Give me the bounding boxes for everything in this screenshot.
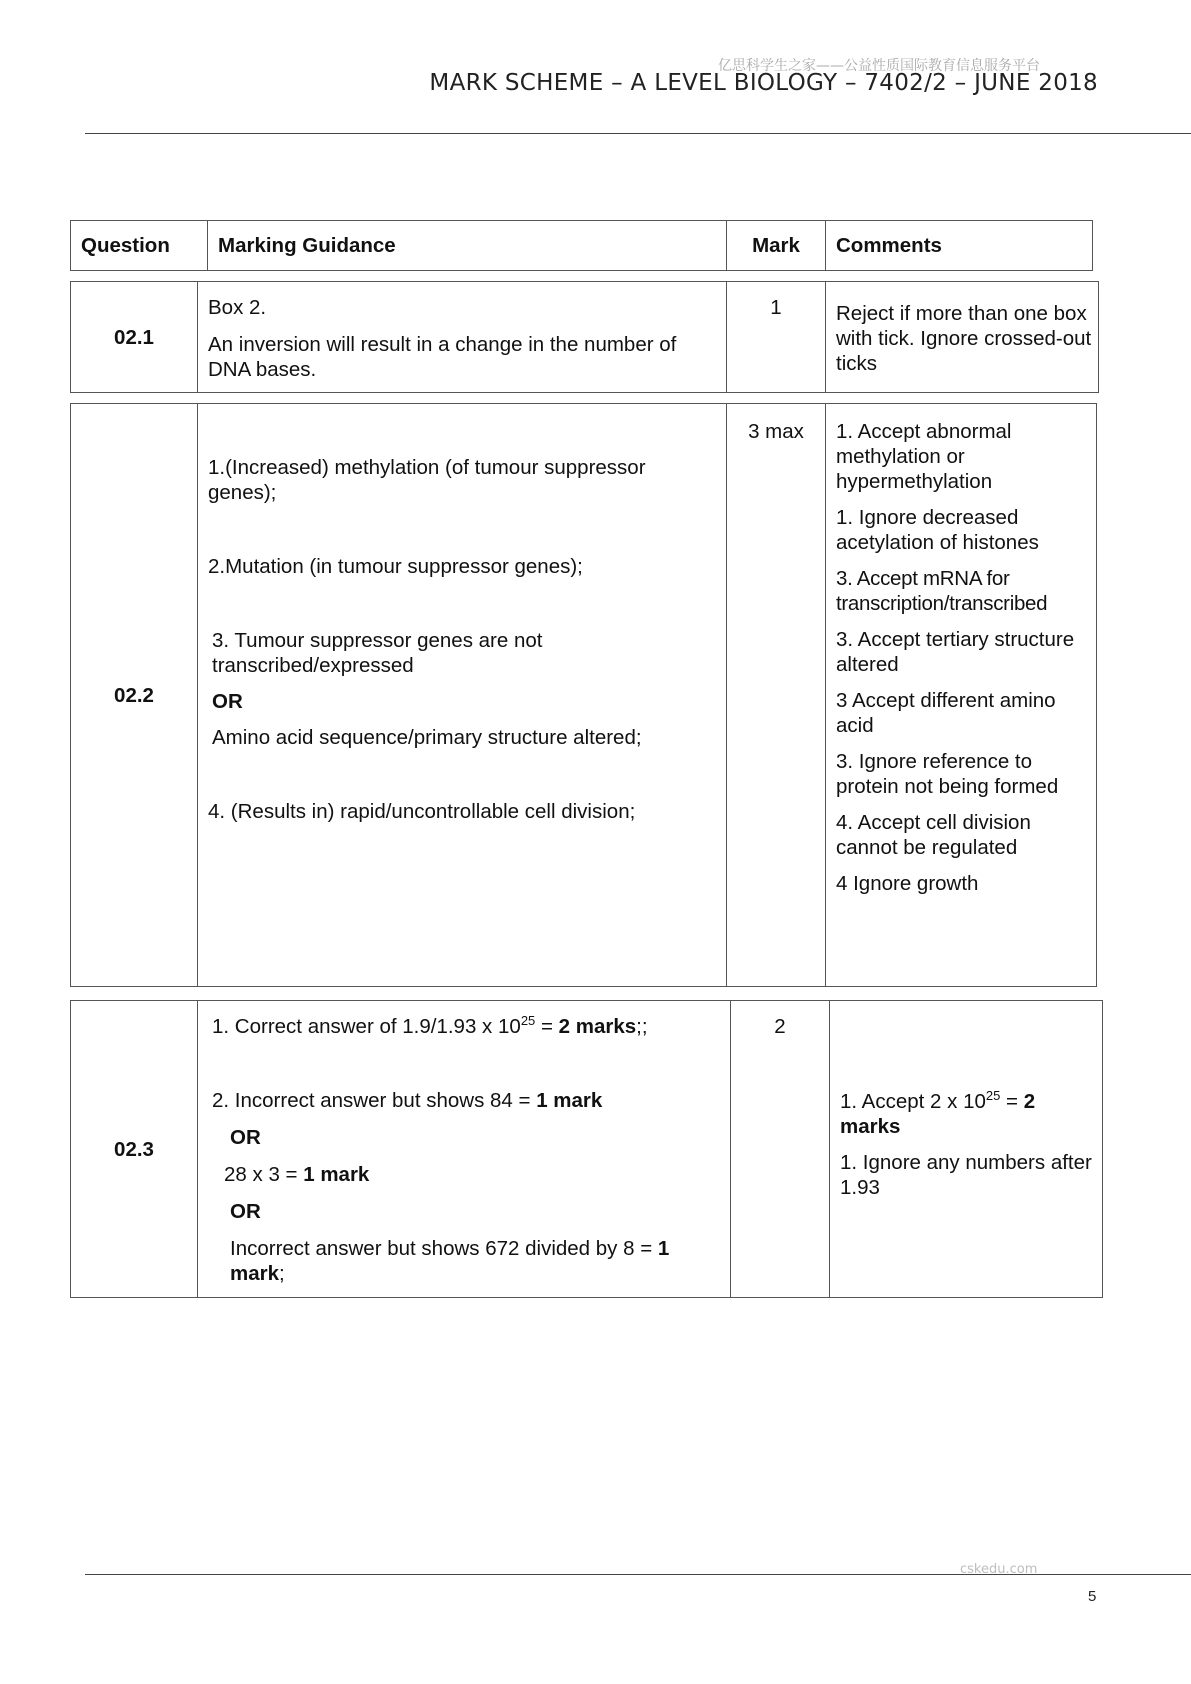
header-question: Question [71,221,208,271]
comment-line: 3 Accept different amino acid [836,689,1056,737]
comment-line: 1. Accept abnormal methylation or hypermethylation [836,420,1012,493]
comment-line: 4. Accept cell division cannot be regulated [836,811,1031,859]
or-label: OR [230,1200,261,1223]
guidance-point-3: 3. Tumour suppressor genes are not transcribed/expressed [212,629,543,677]
mark-value: 3 max [727,404,826,987]
guidance-point-3-alt: Amino acid sequence/primary structure altered; [212,726,642,749]
mark-value: 1 [727,282,826,393]
guidance-point-2-alt: 28 x 3 = 1 mark [224,1163,370,1186]
guidance-point-4: 4. (Results in) rapid/uncontrollable cell division; [208,800,636,823]
table-header [70,220,1093,271]
question-number: 02.3 [71,1001,198,1298]
header-comments: Comments [826,221,1093,271]
question-number: 02.2 [71,404,198,987]
page-header-title: MARK SCHEME – A LEVEL BIOLOGY – 7402/2 – JUNE 2018 [429,70,1098,96]
watermark-text: 亿思科学生之家——公益性质国际教育信息服务平台 [718,58,1040,74]
header-guidance: Marking Guidance [208,221,727,271]
mark-value: 2 [731,1001,830,1298]
or-label: OR [212,690,243,713]
question-row-02-2 [70,403,1097,987]
marking-guidance [198,1001,731,1298]
question-row-02-1 [70,281,1099,393]
guidance-line: Box 2. [208,296,267,319]
footer-divider [85,1574,1191,1575]
marking-guidance [198,404,727,987]
guidance-point-2-alt2: Incorrect answer but shows 672 divided by 8 = 1 mark; [230,1237,670,1285]
comment-line: 1. Accept 2 x $10^{25} = 2$ marks [840,1088,1036,1138]
comment-line: 4 Ignore growth [836,872,979,895]
guidance-line: An inversion will result in a change in the number of DNA bases. [208,333,677,381]
or-label: OR [230,1126,261,1149]
comment-line: 3. Ignore reference to protein not being formed [836,750,1059,798]
comments [830,1001,1103,1298]
page-number: 5 [1088,1588,1097,1605]
comment-line: 3. Accept mRNA for transcription/transcribed [836,567,1048,615]
header-mark: Mark [727,221,826,271]
comment-line: Reject if more than one box with tick. Ignore crossed-out ticks [836,302,1092,375]
comments [826,404,1097,987]
question-number: 02.1 [71,282,198,393]
marking-guidance [198,282,727,393]
comment-line: 3. Accept tertiary structure altered [836,628,1075,676]
footer-watermark: cskedu.com [960,1562,1038,1577]
comment-line: 1. Ignore any numbers after 1.93 [840,1151,1092,1199]
comments [826,282,1099,393]
guidance-point-2: 2. Incorrect answer but shows 84 = 1 mark [212,1089,603,1112]
header-divider [85,133,1191,134]
guidance-point-1: 1. Correct answer of 1.9/1.93 x $10^{25} = 2$ marks;; [212,1013,648,1038]
question-row-02-3 [70,1000,1103,1298]
comment-line: 1. Ignore decreased acetylation of histones [836,506,1039,554]
guidance-point-1: 1.(Increased) methylation (of tumour suppressor genes); [208,456,646,504]
guidance-point-2: 2.Mutation (in tumour suppressor genes); [208,555,583,578]
